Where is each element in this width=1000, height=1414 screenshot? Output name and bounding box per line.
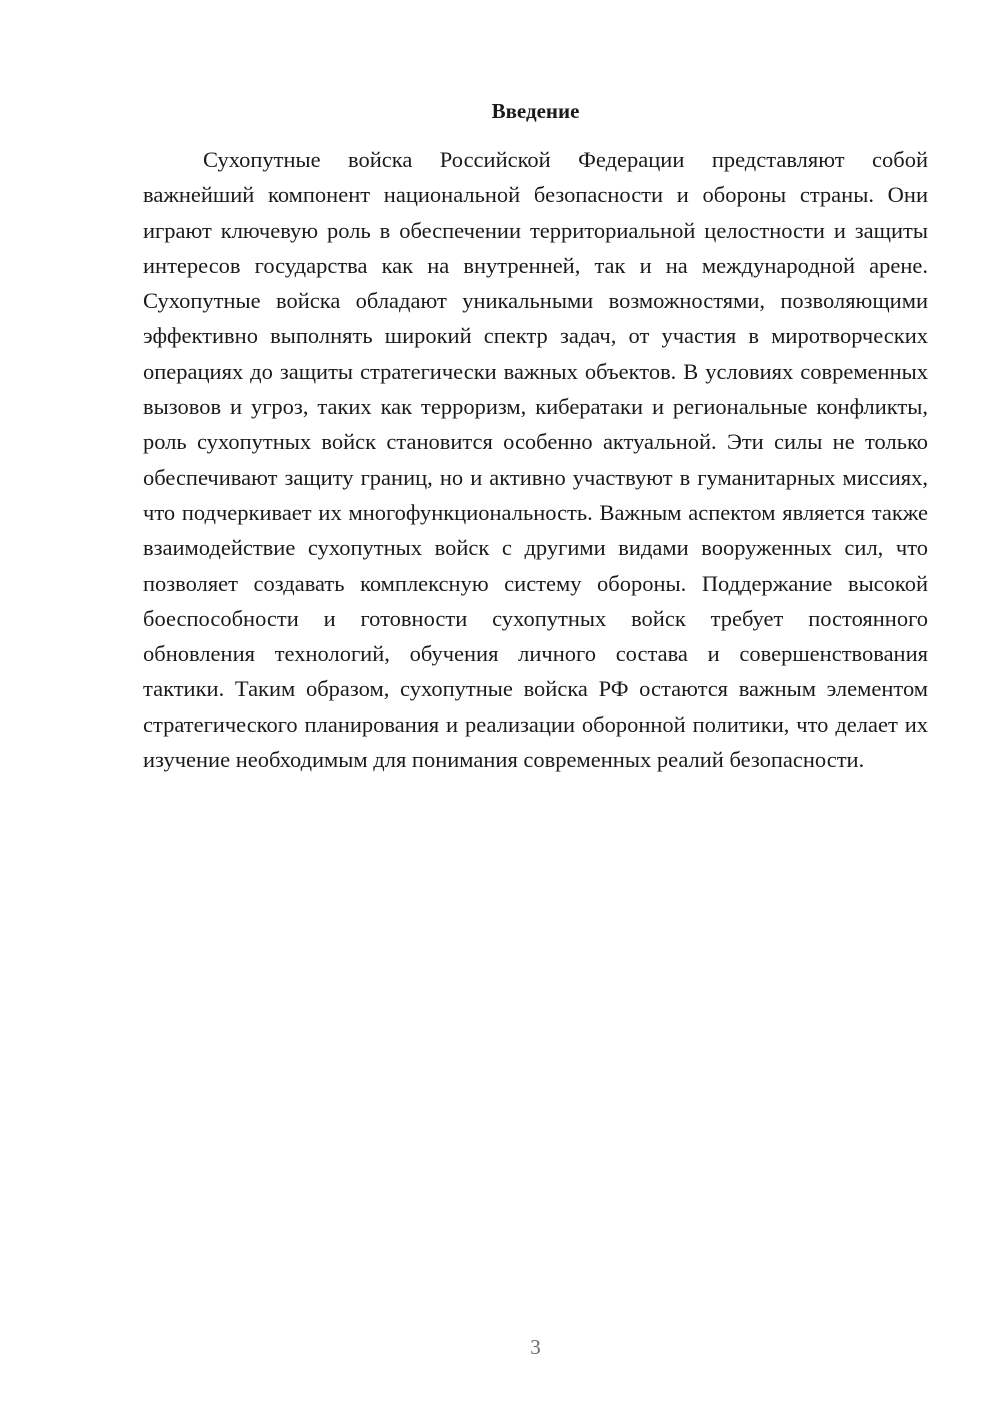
body-paragraph: Сухопутные войска Российской Федерации представляют собой важнейший компонент национальной безопасности и обороны страны. Они играют ключевую роль в обеспечении территориальной целостности и защиты интересов государства как на внутренней, так и на международной арене. Сухопутные войска обладают уникальными возможностями, позволяющими эффективно выполнять широкий спектр задач, от участия в миротворческих операциях до защиты стратегически важных объектов. В условиях современных вызовов и угроз, таких как терроризм, кибератаки и региональные конфликты, роль сухопутных войск становится особенно актуальной. Эти силы не только обеспечивают защиту границ, но и активно участвуют в гуманитарных миссиях, что подчеркивает их многофункциональность. Важным аспектом является также взаимодействие сухопутных войск с другими видами вооруженных сил, что позволяет создавать комплексную систему обороны. Поддержание высокой боеспособности и готовности сухопутных войск требует постоянного обновления технологий, обучения личного состава и совершенствования тактики. Таким образом, сухопутные войска РФ остаются важным элементом стратегического планирования и реализации оборонной политики, что делает их изучение необходимым для понимания современных реалий безопасности.: [143, 147, 928, 773]
section-heading: Введение: [491, 99, 580, 123]
page-number: 3: [530, 1335, 541, 1359]
